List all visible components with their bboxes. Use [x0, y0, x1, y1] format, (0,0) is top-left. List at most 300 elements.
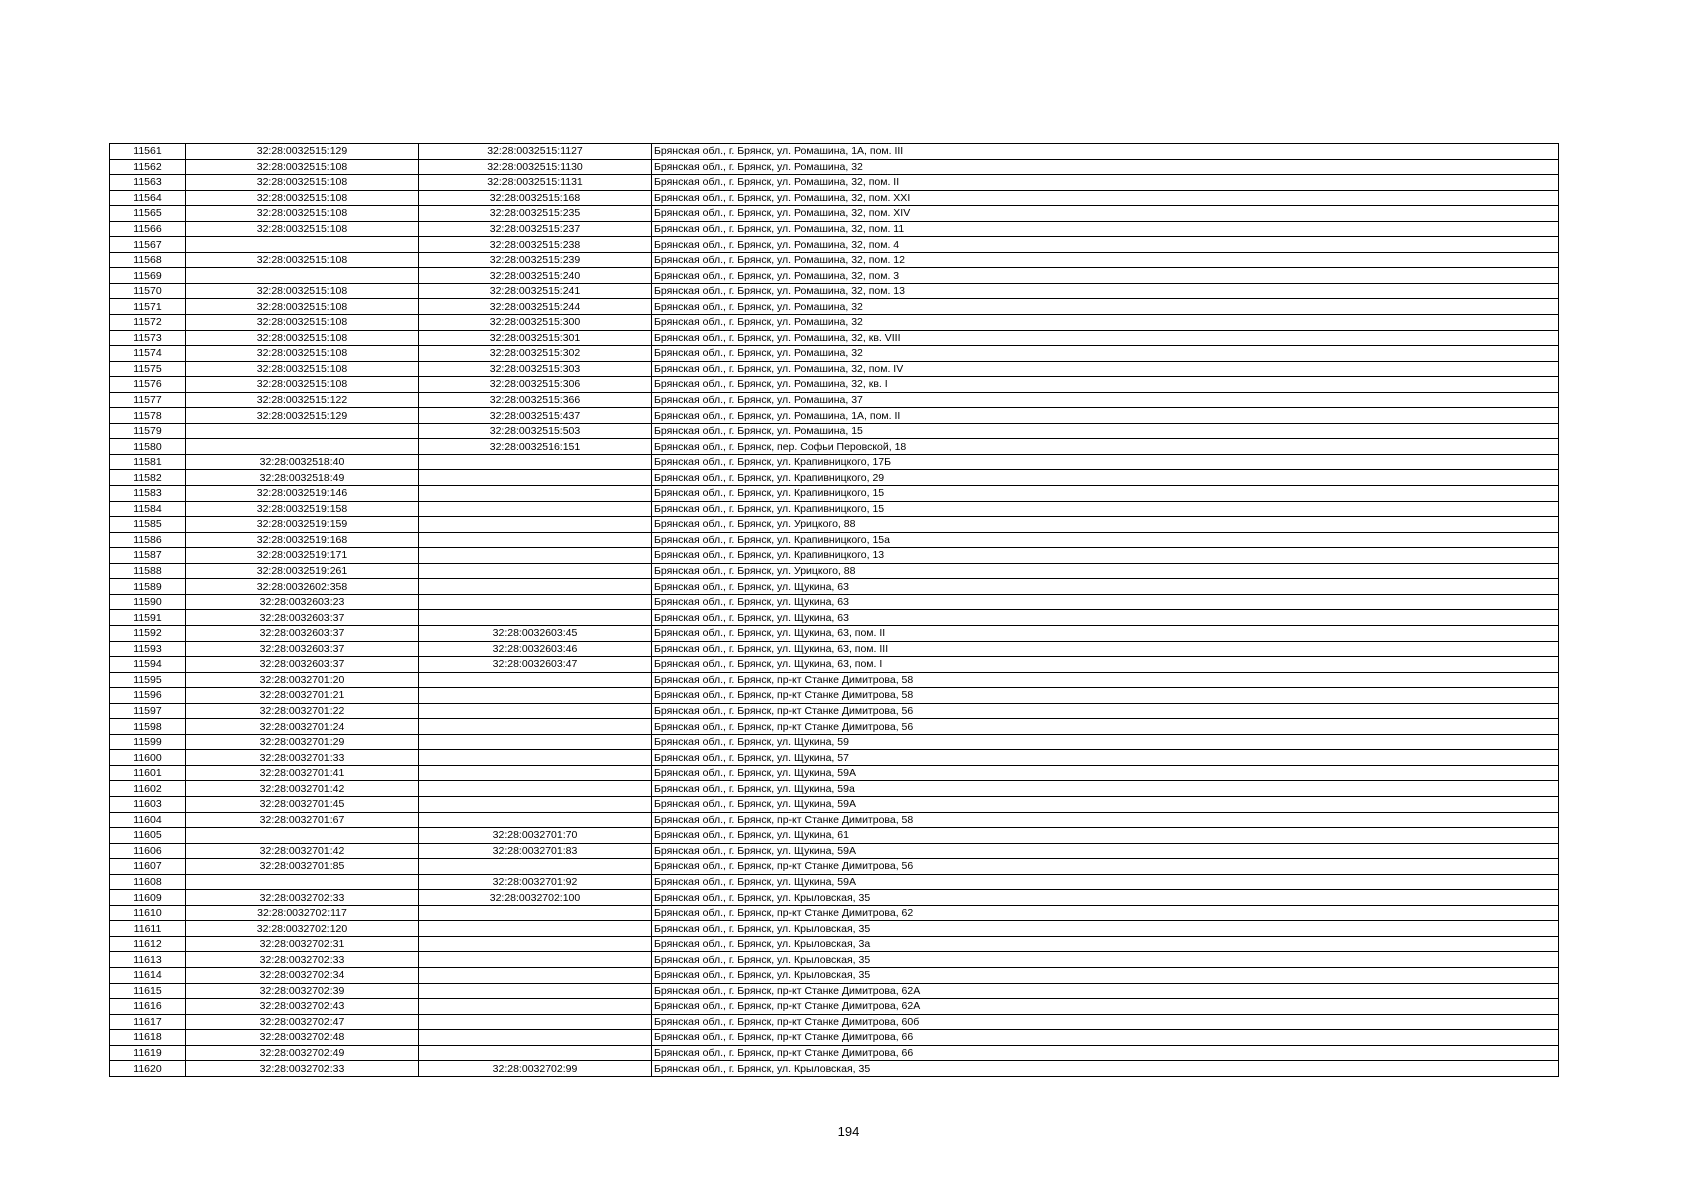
- row-number-cell: 11614: [110, 967, 186, 983]
- address-cell: Брянская обл., г. Брянск, ул. Крыловская, 35: [652, 967, 1559, 983]
- address-cell: Брянская обл., г. Брянск, ул. Ромашина, 32, пом. 12: [652, 252, 1559, 268]
- address-cell: Брянская обл., г. Брянск, ул. Ромашина, 32, пом. XIV: [652, 206, 1559, 222]
- cadastral-number-cell: 32:28:0032515:503: [419, 423, 652, 439]
- address-cell: Брянская обл., г. Брянск, пр-кт Станке Димитрова, 66: [652, 1030, 1559, 1046]
- row-number-cell: 11569: [110, 268, 186, 284]
- address-cell: Брянская обл., г. Брянск, пр-кт Станке Димитрова, 56: [652, 859, 1559, 875]
- table-row: [110, 486, 1559, 502]
- table-row: [110, 890, 1559, 906]
- table-row: [110, 299, 1559, 315]
- cadastral-table: [109, 143, 1559, 1077]
- address-cell: Брянская обл., г. Брянск, пр-кт Станке Димитрова, 62А: [652, 999, 1559, 1015]
- cadastral-number-cell: [419, 532, 652, 548]
- row-number-cell: 11565: [110, 206, 186, 222]
- address-cell: Брянская обл., г. Брянск, ул. Крыловская, 35: [652, 890, 1559, 906]
- cadastral-number-cell: 32:28:0032702:100: [419, 890, 652, 906]
- table-row: [110, 144, 1559, 160]
- address-cell: Брянская обл., г. Брянск, ул. Щукина, 59: [652, 734, 1559, 750]
- parent-cadastral-number-cell: [186, 874, 419, 890]
- table-row: [110, 967, 1559, 983]
- table-row: [110, 859, 1559, 875]
- cadastral-number-cell: [419, 703, 652, 719]
- address-cell: Брянская обл., г. Брянск, ул. Щукина, 61: [652, 828, 1559, 844]
- table-row: [110, 315, 1559, 331]
- table-row: [110, 423, 1559, 439]
- parent-cadastral-number-cell: 32:28:0032515:108: [186, 315, 419, 331]
- parent-cadastral-number-cell: 32:28:0032701:20: [186, 672, 419, 688]
- address-cell: Брянская обл., г. Брянск, ул. Щукина, 63, пом. II: [652, 625, 1559, 641]
- table-row: [110, 874, 1559, 890]
- table-row: [110, 252, 1559, 268]
- table-row: [110, 454, 1559, 470]
- row-number-cell: 11581: [110, 454, 186, 470]
- address-cell: Брянская обл., г. Брянск, ул. Крапивницкого, 15: [652, 486, 1559, 502]
- row-number-cell: 11605: [110, 828, 186, 844]
- parent-cadastral-number-cell: 32:28:0032515:108: [186, 299, 419, 315]
- table-row: [110, 905, 1559, 921]
- table-row: [110, 796, 1559, 812]
- table-row: [110, 439, 1559, 455]
- cadastral-number-cell: 32:28:0032515:366: [419, 392, 652, 408]
- parent-cadastral-number-cell: 32:28:0032515:108: [186, 175, 419, 191]
- address-cell: Брянская обл., г. Брянск, ул. Крыловская, 35: [652, 921, 1559, 937]
- cadastral-number-cell: [419, 688, 652, 704]
- parent-cadastral-number-cell: 32:28:0032603:37: [186, 610, 419, 626]
- address-cell: Брянская обл., г. Брянск, ул. Урицкого, 88: [652, 563, 1559, 579]
- address-cell: Брянская обл., г. Брянск, ул. Ромашина, 15: [652, 423, 1559, 439]
- cadastral-number-cell: 32:28:0032515:238: [419, 237, 652, 253]
- row-number-cell: 11571: [110, 299, 186, 315]
- table-row: [110, 672, 1559, 688]
- row-number-cell: 11596: [110, 688, 186, 704]
- table-row: [110, 330, 1559, 346]
- parent-cadastral-number-cell: 32:28:0032519:158: [186, 501, 419, 517]
- row-number-cell: 11606: [110, 843, 186, 859]
- cadastral-number-cell: 32:28:0032515:302: [419, 346, 652, 362]
- parent-cadastral-number-cell: 32:28:0032702:117: [186, 905, 419, 921]
- table-row: [110, 470, 1559, 486]
- cadastral-number-cell: [419, 765, 652, 781]
- table-row: [110, 1061, 1559, 1077]
- row-number-cell: 11563: [110, 175, 186, 191]
- cadastral-number-cell: 32:28:0032515:300: [419, 315, 652, 331]
- cadastral-number-cell: [419, 548, 652, 564]
- parent-cadastral-number-cell: 32:28:0032701:33: [186, 750, 419, 766]
- cadastral-number-cell: 32:28:0032515:437: [419, 408, 652, 424]
- address-cell: Брянская обл., г. Брянск, ул. Ромашина, 32, кв. I: [652, 377, 1559, 393]
- row-number-cell: 11599: [110, 734, 186, 750]
- cadastral-number-cell: [419, 501, 652, 517]
- parent-cadastral-number-cell: 32:28:0032702:33: [186, 952, 419, 968]
- parent-cadastral-number-cell: 32:28:0032702:33: [186, 1061, 419, 1077]
- cadastral-number-cell: [419, 921, 652, 937]
- table-body: [110, 144, 1559, 1077]
- parent-cadastral-number-cell: 32:28:0032701:85: [186, 859, 419, 875]
- cadastral-number-cell: [419, 563, 652, 579]
- address-cell: Брянская обл., г. Брянск, ул. Ромашина, 32, пом. 3: [652, 268, 1559, 284]
- cadastral-number-cell: 32:28:0032515:1130: [419, 159, 652, 175]
- table-row: [110, 548, 1559, 564]
- address-cell: Брянская обл., г. Брянск, пр-кт Станке Димитрова, 62А: [652, 983, 1559, 999]
- row-number-cell: 11576: [110, 377, 186, 393]
- parent-cadastral-number-cell: 32:28:0032603:37: [186, 657, 419, 673]
- cadastral-number-cell: 32:28:0032515:244: [419, 299, 652, 315]
- row-number-cell: 11592: [110, 625, 186, 641]
- row-number-cell: 11613: [110, 952, 186, 968]
- address-cell: Брянская обл., г. Брянск, ул. Щукина, 63: [652, 594, 1559, 610]
- cadastral-number-cell: [419, 781, 652, 797]
- parent-cadastral-number-cell: 32:28:0032515:108: [186, 346, 419, 362]
- cadastral-number-cell: [419, 1014, 652, 1030]
- address-cell: Брянская обл., г. Брянск, ул. Ромашина, 32: [652, 299, 1559, 315]
- row-number-cell: 11595: [110, 672, 186, 688]
- parent-cadastral-number-cell: 32:28:0032515:108: [186, 206, 419, 222]
- parent-cadastral-number-cell: 32:28:0032701:41: [186, 765, 419, 781]
- cadastral-number-cell: [419, 719, 652, 735]
- parent-cadastral-number-cell: 32:28:0032602:358: [186, 579, 419, 595]
- parent-cadastral-number-cell: 32:28:0032603:37: [186, 641, 419, 657]
- address-cell: Брянская обл., г. Брянск, ул. Щукина, 59А: [652, 874, 1559, 890]
- table-row: [110, 1014, 1559, 1030]
- cadastral-number-cell: 32:28:0032515:168: [419, 190, 652, 206]
- row-number-cell: 11587: [110, 548, 186, 564]
- parent-cadastral-number-cell: 32:28:0032702:31: [186, 936, 419, 952]
- parent-cadastral-number-cell: 32:28:0032701:42: [186, 843, 419, 859]
- table-row: [110, 999, 1559, 1015]
- parent-cadastral-number-cell: 32:28:0032519:168: [186, 532, 419, 548]
- table-row: [110, 377, 1559, 393]
- address-cell: Брянская обл., г. Брянск, ул. Ромашина, 37: [652, 392, 1559, 408]
- table-row: [110, 221, 1559, 237]
- cadastral-number-cell: [419, 517, 652, 533]
- parent-cadastral-number-cell: 32:28:0032702:49: [186, 1045, 419, 1061]
- address-cell: Брянская обл., г. Брянск, пр-кт Станке Димитрова, 66: [652, 1045, 1559, 1061]
- row-number-cell: 11617: [110, 1014, 186, 1030]
- address-cell: Брянская обл., г. Брянск, ул. Крыловская, 3а: [652, 936, 1559, 952]
- parent-cadastral-number-cell: 32:28:0032701:67: [186, 812, 419, 828]
- address-cell: Брянская обл., г. Брянск, ул. Щукина, 63: [652, 579, 1559, 595]
- cadastral-number-cell: [419, 1030, 652, 1046]
- cadastral-number-cell: 32:28:0032701:70: [419, 828, 652, 844]
- address-cell: Брянская обл., г. Брянск, ул. Ромашина, 32, пом. II: [652, 175, 1559, 191]
- parent-cadastral-number-cell: 32:28:0032701:45: [186, 796, 419, 812]
- row-number-cell: 11607: [110, 859, 186, 875]
- row-number-cell: 11580: [110, 439, 186, 455]
- row-number-cell: 11610: [110, 905, 186, 921]
- address-cell: Брянская обл., г. Брянск, пр-кт Станке Димитрова, 58: [652, 812, 1559, 828]
- cadastral-number-cell: [419, 967, 652, 983]
- cadastral-number-cell: 32:28:0032515:240: [419, 268, 652, 284]
- parent-cadastral-number-cell: 32:28:0032603:37: [186, 625, 419, 641]
- cadastral-number-cell: [419, 672, 652, 688]
- table-row: [110, 781, 1559, 797]
- table-row: [110, 1045, 1559, 1061]
- row-number-cell: 11567: [110, 237, 186, 253]
- table-row: [110, 579, 1559, 595]
- table-row: [110, 517, 1559, 533]
- row-number-cell: 11589: [110, 579, 186, 595]
- row-number-cell: 11561: [110, 144, 186, 160]
- cadastral-number-cell: [419, 470, 652, 486]
- table-row: [110, 734, 1559, 750]
- cadastral-number-cell: 32:28:0032702:99: [419, 1061, 652, 1077]
- parent-cadastral-number-cell: [186, 268, 419, 284]
- parent-cadastral-number-cell: 32:28:0032515:108: [186, 330, 419, 346]
- parent-cadastral-number-cell: 32:28:0032519:171: [186, 548, 419, 564]
- table-row: [110, 765, 1559, 781]
- row-number-cell: 11566: [110, 221, 186, 237]
- row-number-cell: 11579: [110, 423, 186, 439]
- cadastral-number-cell: [419, 610, 652, 626]
- row-number-cell: 11600: [110, 750, 186, 766]
- row-number-cell: 11590: [110, 594, 186, 610]
- cadastral-number-cell: 32:28:0032515:237: [419, 221, 652, 237]
- row-number-cell: 11578: [110, 408, 186, 424]
- cadastral-number-cell: 32:28:0032515:306: [419, 377, 652, 393]
- parent-cadastral-number-cell: 32:28:0032515:129: [186, 408, 419, 424]
- parent-cadastral-number-cell: [186, 237, 419, 253]
- row-number-cell: 11591: [110, 610, 186, 626]
- cadastral-number-cell: 32:28:0032603:45: [419, 625, 652, 641]
- address-cell: Брянская обл., г. Брянск, ул. Ромашина, 32, пом. IV: [652, 361, 1559, 377]
- address-cell: Брянская обл., г. Брянск, ул. Щукина, 63, пом. III: [652, 641, 1559, 657]
- address-cell: Брянская обл., г. Брянск, ул. Крапивницкого, 17Б: [652, 454, 1559, 470]
- cadastral-number-cell: [419, 936, 652, 952]
- address-cell: Брянская обл., г. Брянск, ул. Урицкого, 88: [652, 517, 1559, 533]
- parent-cadastral-number-cell: 32:28:0032515:108: [186, 221, 419, 237]
- table-row: [110, 361, 1559, 377]
- address-cell: Брянская обл., г. Брянск, ул. Щукина, 59А: [652, 765, 1559, 781]
- row-number-cell: 11615: [110, 983, 186, 999]
- row-number-cell: 11568: [110, 252, 186, 268]
- address-cell: Брянская обл., г. Брянск, ул. Крапивницкого, 29: [652, 470, 1559, 486]
- parent-cadastral-number-cell: 32:28:0032702:33: [186, 890, 419, 906]
- address-cell: Брянская обл., г. Брянск, ул. Ромашина, 32: [652, 315, 1559, 331]
- parent-cadastral-number-cell: 32:28:0032515:122: [186, 392, 419, 408]
- address-cell: Брянская обл., г. Брянск, ул. Ромашина, 32, пом. 13: [652, 283, 1559, 299]
- parent-cadastral-number-cell: 32:28:0032519:146: [186, 486, 419, 502]
- table-row: [110, 392, 1559, 408]
- row-number-cell: 11620: [110, 1061, 186, 1077]
- address-cell: Брянская обл., г. Брянск, пр-кт Станке Димитрова, 56: [652, 703, 1559, 719]
- parent-cadastral-number-cell: 32:28:0032515:108: [186, 252, 419, 268]
- parent-cadastral-number-cell: 32:28:0032701:42: [186, 781, 419, 797]
- row-number-cell: 11604: [110, 812, 186, 828]
- row-number-cell: 11588: [110, 563, 186, 579]
- address-cell: Брянская обл., г. Брянск, ул. Крапивницкого, 15а: [652, 532, 1559, 548]
- row-number-cell: 11583: [110, 486, 186, 502]
- parent-cadastral-number-cell: 32:28:0032515:108: [186, 283, 419, 299]
- address-cell: Брянская обл., г. Брянск, пер. Софьи Перовской, 18: [652, 439, 1559, 455]
- cadastral-number-cell: [419, 750, 652, 766]
- cadastral-number-cell: 32:28:0032515:1131: [419, 175, 652, 191]
- table-row: [110, 921, 1559, 937]
- row-number-cell: 11602: [110, 781, 186, 797]
- address-cell: Брянская обл., г. Брянск, ул. Ромашина, 32, пом. 11: [652, 221, 1559, 237]
- cadastral-number-cell: [419, 734, 652, 750]
- row-number-cell: 11611: [110, 921, 186, 937]
- cadastral-number-cell: 32:28:0032515:303: [419, 361, 652, 377]
- cadastral-number-cell: [419, 905, 652, 921]
- address-cell: Брянская обл., г. Брянск, ул. Крапивницкого, 13: [652, 548, 1559, 564]
- address-cell: Брянская обл., г. Брянск, ул. Ромашина, 1А, пом. II: [652, 408, 1559, 424]
- address-cell: Брянская обл., г. Брянск, ул. Ромашина, 1А, пом. III: [652, 144, 1559, 160]
- table-row: [110, 703, 1559, 719]
- parent-cadastral-number-cell: 32:28:0032702:48: [186, 1030, 419, 1046]
- address-cell: Брянская обл., г. Брянск, ул. Крыловская, 35: [652, 1061, 1559, 1077]
- cadastral-number-cell: 32:28:0032515:1127: [419, 144, 652, 160]
- cadastral-number-cell: [419, 454, 652, 470]
- parent-cadastral-number-cell: 32:28:0032519:261: [186, 563, 419, 579]
- parent-cadastral-number-cell: 32:28:0032515:108: [186, 361, 419, 377]
- row-number-cell: 11573: [110, 330, 186, 346]
- table-row: [110, 688, 1559, 704]
- table-row: [110, 625, 1559, 641]
- row-number-cell: 11570: [110, 283, 186, 299]
- table-row: [110, 1030, 1559, 1046]
- cadastral-number-cell: [419, 983, 652, 999]
- table-row: [110, 175, 1559, 191]
- row-number-cell: 11582: [110, 470, 186, 486]
- row-number-cell: 11593: [110, 641, 186, 657]
- parent-cadastral-number-cell: 32:28:0032702:47: [186, 1014, 419, 1030]
- table-row: [110, 812, 1559, 828]
- table-row: [110, 952, 1559, 968]
- table-row: [110, 641, 1559, 657]
- parent-cadastral-number-cell: 32:28:0032515:108: [186, 377, 419, 393]
- address-cell: Брянская обл., г. Брянск, ул. Щукина, 63: [652, 610, 1559, 626]
- parent-cadastral-number-cell: [186, 439, 419, 455]
- table-row: [110, 983, 1559, 999]
- table-row: [110, 237, 1559, 253]
- row-number-cell: 11574: [110, 346, 186, 362]
- row-number-cell: 11618: [110, 1030, 186, 1046]
- address-cell: Брянская обл., г. Брянск, ул. Крапивницкого, 15: [652, 501, 1559, 517]
- table-row: [110, 190, 1559, 206]
- parent-cadastral-number-cell: 32:28:0032701:21: [186, 688, 419, 704]
- parent-cadastral-number-cell: 32:28:0032701:22: [186, 703, 419, 719]
- table-row: [110, 346, 1559, 362]
- row-number-cell: 11585: [110, 517, 186, 533]
- parent-cadastral-number-cell: 32:28:0032515:108: [186, 159, 419, 175]
- table-row: [110, 610, 1559, 626]
- parent-cadastral-number-cell: 32:28:0032519:159: [186, 517, 419, 533]
- table-row: [110, 268, 1559, 284]
- parent-cadastral-number-cell: 32:28:0032515:129: [186, 144, 419, 160]
- address-cell: Брянская обл., г. Брянск, ул. Щукина, 59А: [652, 796, 1559, 812]
- cadastral-number-cell: 32:28:0032701:83: [419, 843, 652, 859]
- cadastral-number-cell: 32:28:0032515:241: [419, 283, 652, 299]
- address-cell: Брянская обл., г. Брянск, ул. Ромашина, 32: [652, 159, 1559, 175]
- cadastral-number-cell: [419, 859, 652, 875]
- row-number-cell: 11608: [110, 874, 186, 890]
- row-number-cell: 11612: [110, 936, 186, 952]
- row-number-cell: 11597: [110, 703, 186, 719]
- cadastral-number-cell: 32:28:0032516:151: [419, 439, 652, 455]
- parent-cadastral-number-cell: 32:28:0032603:23: [186, 594, 419, 610]
- table-row: [110, 936, 1559, 952]
- table-row: [110, 159, 1559, 175]
- parent-cadastral-number-cell: [186, 828, 419, 844]
- row-number-cell: 11572: [110, 315, 186, 331]
- cadastral-number-cell: [419, 999, 652, 1015]
- table-row: [110, 750, 1559, 766]
- address-cell: Брянская обл., г. Брянск, ул. Щукина, 57: [652, 750, 1559, 766]
- cadastral-number-cell: 32:28:0032603:46: [419, 641, 652, 657]
- cadastral-number-cell: 32:28:0032603:47: [419, 657, 652, 673]
- row-number-cell: 11584: [110, 501, 186, 517]
- table-row: [110, 594, 1559, 610]
- address-cell: Брянская обл., г. Брянск, пр-кт Станке Димитрова, 62: [652, 905, 1559, 921]
- table-row: [110, 719, 1559, 735]
- row-number-cell: 11601: [110, 765, 186, 781]
- address-cell: Брянская обл., г. Брянск, пр-кт Станке Димитрова, 60б: [652, 1014, 1559, 1030]
- table-row: [110, 828, 1559, 844]
- address-cell: Брянская обл., г. Брянск, ул. Щукина, 63, пом. I: [652, 657, 1559, 673]
- address-cell: Брянская обл., г. Брянск, пр-кт Станке Димитрова, 58: [652, 688, 1559, 704]
- address-cell: Брянская обл., г. Брянск, ул. Ромашина, 32, кв. VIII: [652, 330, 1559, 346]
- row-number-cell: 11603: [110, 796, 186, 812]
- cadastral-number-cell: [419, 952, 652, 968]
- table-row: [110, 843, 1559, 859]
- row-number-cell: 11609: [110, 890, 186, 906]
- cadastral-number-cell: 32:28:0032515:235: [419, 206, 652, 222]
- table-row: [110, 563, 1559, 579]
- row-number-cell: 11594: [110, 657, 186, 673]
- cadastral-number-cell: [419, 594, 652, 610]
- parent-cadastral-number-cell: 32:28:0032518:49: [186, 470, 419, 486]
- table-row: [110, 283, 1559, 299]
- cadastral-number-cell: 32:28:0032515:301: [419, 330, 652, 346]
- cadastral-number-cell: [419, 579, 652, 595]
- parent-cadastral-number-cell: 32:28:0032702:43: [186, 999, 419, 1015]
- parent-cadastral-number-cell: 32:28:0032701:24: [186, 719, 419, 735]
- row-number-cell: 11616: [110, 999, 186, 1015]
- address-cell: Брянская обл., г. Брянск, пр-кт Станке Димитрова, 58: [652, 672, 1559, 688]
- parent-cadastral-number-cell: 32:28:0032702:34: [186, 967, 419, 983]
- address-cell: Брянская обл., г. Брянск, ул. Ромашина, 32, пом. 4: [652, 237, 1559, 253]
- row-number-cell: 11598: [110, 719, 186, 735]
- cadastral-number-cell: [419, 486, 652, 502]
- address-cell: Брянская обл., г. Брянск, ул. Щукина, 59а: [652, 781, 1559, 797]
- row-number-cell: 11564: [110, 190, 186, 206]
- parent-cadastral-number-cell: [186, 423, 419, 439]
- table-row: [110, 206, 1559, 222]
- table-row: [110, 408, 1559, 424]
- table-row: [110, 657, 1559, 673]
- parent-cadastral-number-cell: 32:28:0032702:120: [186, 921, 419, 937]
- parent-cadastral-number-cell: 32:28:0032515:108: [186, 190, 419, 206]
- row-number-cell: 11575: [110, 361, 186, 377]
- address-cell: Брянская обл., г. Брянск, ул. Ромашина, 32, пом. XXI: [652, 190, 1559, 206]
- cadastral-number-cell: [419, 1045, 652, 1061]
- cadastral-number-cell: 32:28:0032515:239: [419, 252, 652, 268]
- parent-cadastral-number-cell: 32:28:0032702:39: [186, 983, 419, 999]
- row-number-cell: 11586: [110, 532, 186, 548]
- row-number-cell: 11562: [110, 159, 186, 175]
- address-cell: Брянская обл., г. Брянск, пр-кт Станке Димитрова, 56: [652, 719, 1559, 735]
- address-cell: Брянская обл., г. Брянск, ул. Щукина, 59А: [652, 843, 1559, 859]
- parent-cadastral-number-cell: 32:28:0032518:40: [186, 454, 419, 470]
- row-number-cell: 11577: [110, 392, 186, 408]
- address-cell: Брянская обл., г. Брянск, ул. Крыловская, 35: [652, 952, 1559, 968]
- page-number: 194: [837, 1124, 860, 1139]
- cadastral-number-cell: [419, 796, 652, 812]
- table-row: [110, 532, 1559, 548]
- cadastral-number-cell: [419, 812, 652, 828]
- parent-cadastral-number-cell: 32:28:0032701:29: [186, 734, 419, 750]
- cadastral-number-cell: 32:28:0032701:92: [419, 874, 652, 890]
